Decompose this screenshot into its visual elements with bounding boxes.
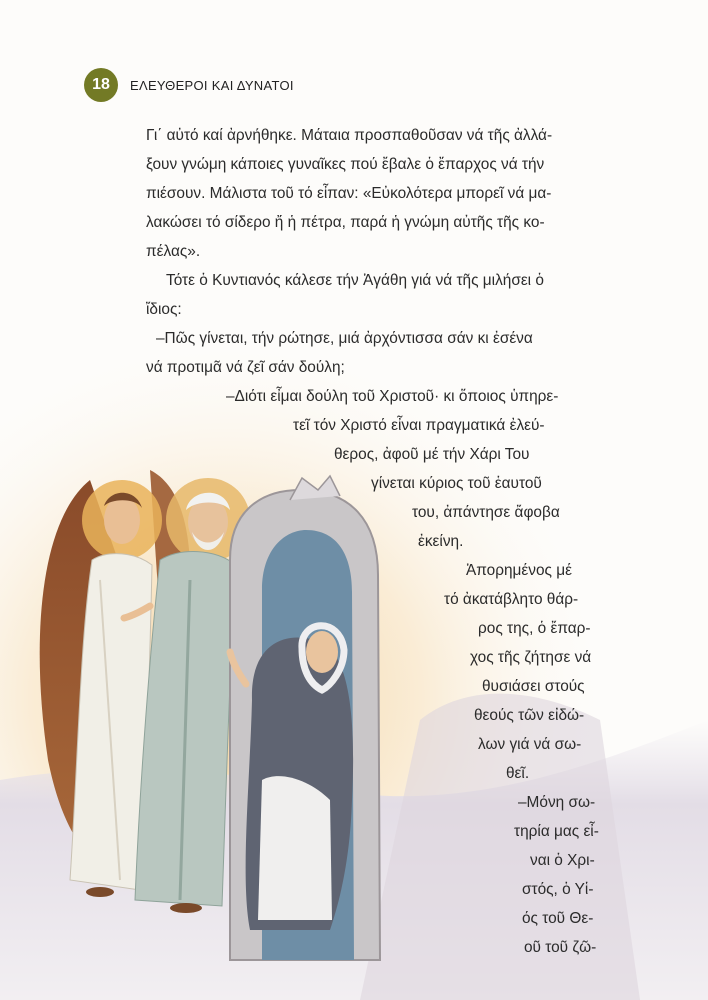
text-line: του, ἀπάντησε ἄφοβα <box>412 504 560 521</box>
text-line: τεῖ τόν Χριστό εἶναι πραγματικά ἐλεύ- <box>293 417 545 434</box>
text-line: –Διότι εἶμαι δούλη τοῦ Χριστοῦ· κι ὅποιος ὑπηρε- <box>226 388 559 405</box>
text-line: θυσιάσει στούς <box>482 678 585 695</box>
text-line: ἴδιος: <box>146 301 182 318</box>
text-line: θεῖ. <box>506 765 530 782</box>
text-line: ναι ὁ Χρι- <box>530 852 595 869</box>
text-line: θερος, ἀφοῦ μέ τήν Χάρι Του <box>334 446 530 463</box>
text-line: λακώσει τό σίδερο ἤ ἡ πέτρα, παρά ἡ γνώμη αὐτῆς τῆς κο- <box>146 214 545 231</box>
text-line: στός, ὁ Υἱ- <box>522 881 594 898</box>
text-line: Τότε ὁ Κυντιανός κάλεσε τήν Ἀγάθη γιά νά τῆς μιλήσει ὁ <box>166 272 544 289</box>
text-line: ξουν γνώμη κάποιες γυναῖκες πού ἔβαλε ὁ ἔπαρχος νά τήν <box>146 156 545 173</box>
text-line: ός τοῦ Θε- <box>522 910 594 927</box>
text-line: οῦ τοῦ ζῶ- <box>524 939 597 956</box>
text-line: πιέσουν. Μάλιστα τοῦ τό εἶπαν: «Εὐκολότερα μπορεῖ νά μα- <box>146 185 552 202</box>
text-line: Γι΄ αὐτό καί ἀρνήθηκε. Μάταια προσπαθοῦσαν νά τῆς ἀλλά- <box>146 127 553 144</box>
text-line: τηρία μας εἶ- <box>514 823 599 840</box>
text-line: χος τῆς ζήτησε νά <box>470 649 592 666</box>
page-header <box>84 68 294 102</box>
text-line: Ἀπορημένος μέ <box>466 562 572 579</box>
text-line: θεούς τῶν εἰδώ- <box>474 707 585 724</box>
page-number-badge: 18 <box>84 68 118 102</box>
text-line: ρος της, ὁ ἔπαρ- <box>478 620 591 637</box>
text-line: ἐκείνη. <box>418 533 464 550</box>
text-line: –Μόνη σω- <box>518 794 596 811</box>
text-line: πέλας». <box>146 243 201 260</box>
text-line: νά προτιμᾶ νά ζεῖ σάν δούλη; <box>146 359 345 376</box>
text-line: γίνεται κύριος τοῦ ἑαυτοῦ <box>371 475 542 492</box>
running-head: ΕΛΕΥΘΕΡΟΙ ΚΑΙ ΔΥΝΑΤΟΙ <box>130 77 294 93</box>
text-line: τό ἀκατάβλητο θάρ- <box>444 591 579 608</box>
text-line: –Πῶς γίνεται, τήν ρώτησε, μιά ἀρχόντισσα σάν κι ἐσένα <box>156 330 533 347</box>
text-line: λων γιά νά σω- <box>478 736 582 753</box>
